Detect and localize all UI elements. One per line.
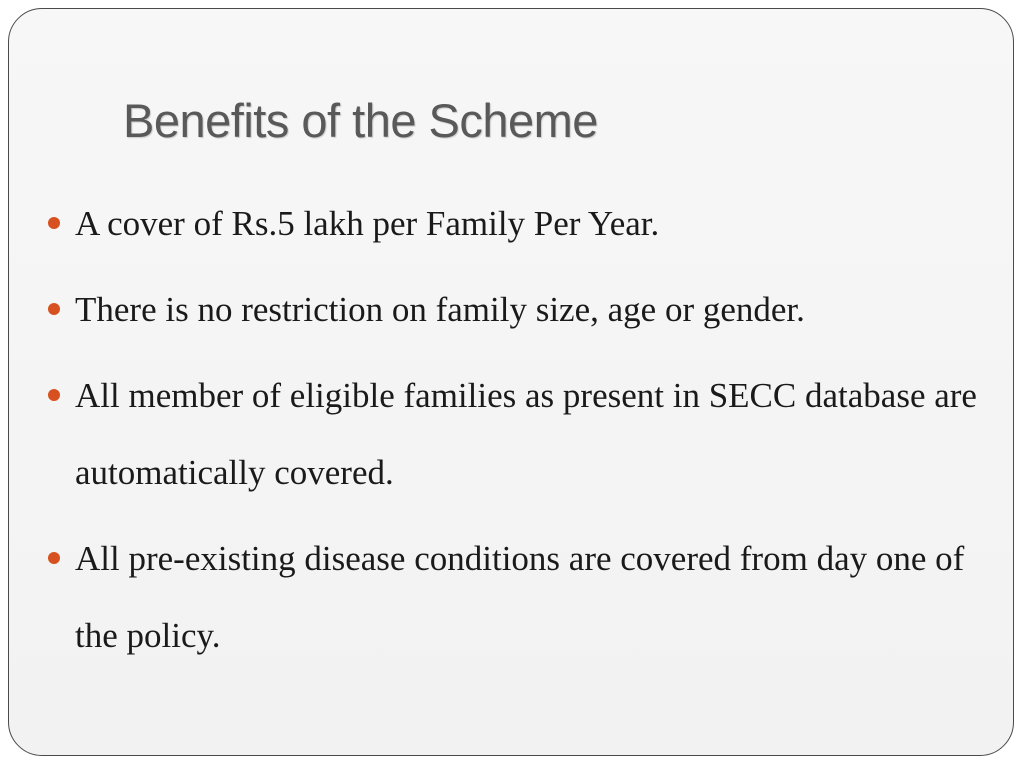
bullet-text: All member of eligible families as present in SECC database are automatically covered. xyxy=(75,376,977,492)
list-item xyxy=(45,520,1005,674)
list-item xyxy=(45,185,1005,262)
bullet-text: There is no restriction on family size, age or gender. xyxy=(75,290,805,329)
bullet-dot-icon xyxy=(48,552,60,564)
bullet-dot-icon xyxy=(48,389,60,401)
slide-frame xyxy=(8,8,1014,756)
bullet-dot-icon xyxy=(48,217,60,229)
bullet-list xyxy=(45,185,1005,683)
list-item xyxy=(45,357,1005,511)
slide-title: Benefits of the Scheme xyxy=(123,94,598,147)
bullet-text: All pre-existing disease conditions are covered from day one of the policy. xyxy=(75,539,965,655)
bullet-dot-icon xyxy=(48,303,60,315)
list-item xyxy=(45,271,1005,348)
bullet-text: A cover of Rs.5 lakh per Family Per Year. xyxy=(75,204,660,243)
